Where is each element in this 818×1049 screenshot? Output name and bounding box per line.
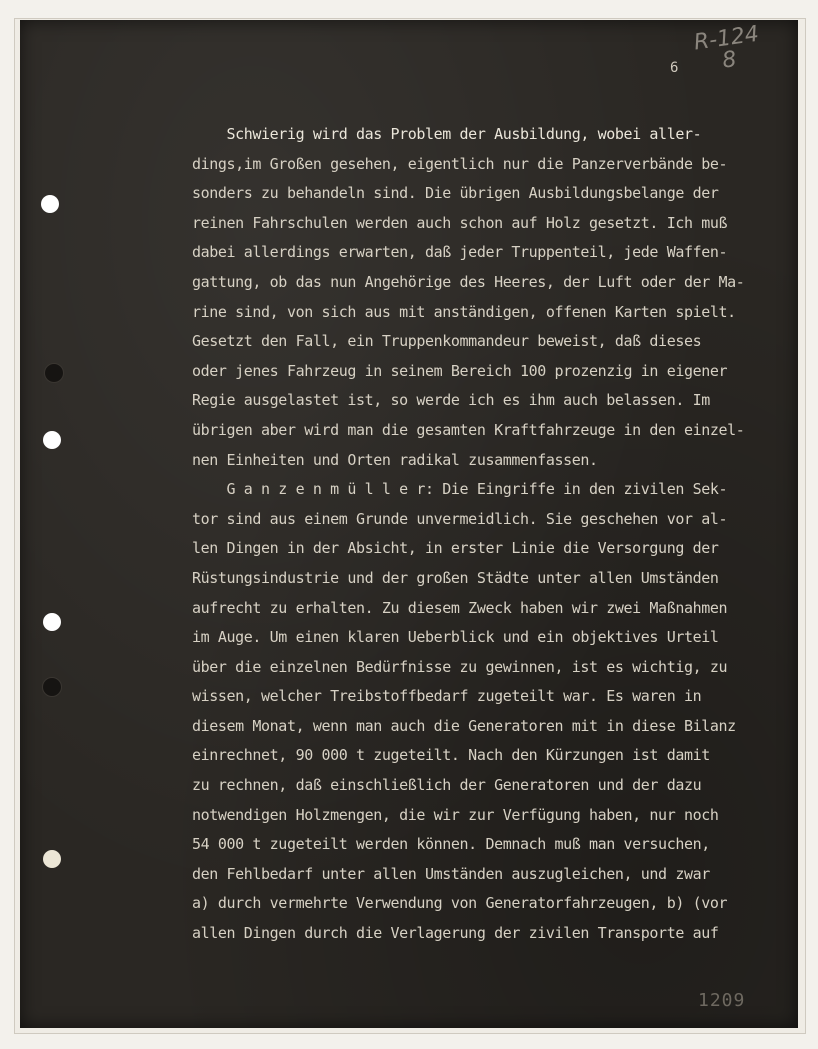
text-line: allen Dingen durch die Verlagerung der zivilen Transporte auf xyxy=(192,924,719,943)
text-line: gattung, ob das nun Angehörige des Heeres, der Luft oder der Ma- xyxy=(192,272,745,291)
punch-hole xyxy=(43,613,61,631)
punch-hole xyxy=(43,850,61,868)
text-line: G a n z e n m ü l l e r: Die Eingriffe in den zivilen Sek- xyxy=(192,480,728,499)
archive-stamp: 1209 xyxy=(698,990,746,1011)
text-line: notwendigen Holzmengen, die wir zur Verfügung haben, nur noch xyxy=(192,805,719,824)
punch-hole xyxy=(44,363,64,383)
text-line: einrechnet, 90 000 t zugeteilt. Nach den Kürzungen ist damit xyxy=(192,746,710,765)
text-line: Schwierig wird das Problem der Ausbildung, wobei aller- xyxy=(192,125,702,143)
text-line: reinen Fahrschulen werden auch schon auf Holz gesetzt. Ich muß xyxy=(192,213,728,232)
text-line: zu rechnen, daß einschließlich der Generatoren und der dazu xyxy=(192,776,702,795)
punch-hole xyxy=(41,195,59,213)
text-line: nen Einheiten und Orten radikal zusammenfassen. xyxy=(192,450,598,469)
text-line: im Auge. Um einen klaren Ueberblick und ein objektives Urteil xyxy=(192,628,719,647)
text-line: Regie ausgelastet ist, so werde ich es ihm auch belassen. Im xyxy=(192,391,710,410)
archive-mark: R-124 8 xyxy=(692,21,761,74)
text-line: len Dingen in der Absicht, in erster Linie die Versorgung der xyxy=(192,539,719,558)
document-body xyxy=(192,120,768,949)
text-line: aufrecht zu erhalten. Zu diesem Zweck haben wir zwei Maßnahmen xyxy=(192,598,728,617)
text-line: rine sind, von sich aus mit anständigen, offenen Karten spielt. xyxy=(192,302,736,321)
text-line: den Fehlbedarf unter allen Umständen auszugleichen, und zwar xyxy=(192,864,710,883)
text-line: tor sind aus einem Grunde unvermeidlich. Sie geschehen vor al- xyxy=(192,509,728,528)
text-line: dings,im Großen gesehen, eigentlich nur die Panzerverbände be- xyxy=(192,154,728,173)
text-line: Rüstungsindustrie und der großen Städte unter allen Umständen xyxy=(192,568,719,587)
text-line: 54 000 t zugeteilt werden können. Demnach muß man versuchen, xyxy=(192,835,710,854)
text-line: diesem Monat, wenn man auch die Generatoren mit in diese Bilanz xyxy=(192,716,736,735)
text-line: a) durch vermehrte Verwendung von Generatorfahrzeugen, b) (vor xyxy=(192,894,728,913)
text-line: oder jenes Fahrzeug in seinem Bereich 100 prozenzig in eigener xyxy=(192,361,728,380)
text-line: übrigen aber wird man die gesamten Kraftfahrzeuge in den einzel- xyxy=(192,420,745,439)
text-line: dabei allerdings erwarten, daß jeder Truppenteil, jede Waffen- xyxy=(192,243,728,262)
page-number: 6 xyxy=(670,60,679,76)
text-line: über die einzelnen Bedürfnisse zu gewinnen, ist es wichtig, zu xyxy=(192,657,728,676)
punch-hole xyxy=(42,677,62,697)
text-line: Gesetzt den Fall, ein Truppenkommandeur beweist, daß dieses xyxy=(192,332,702,351)
text-line: wissen, welcher Treibstoffbedarf zugeteilt war. Es waren in xyxy=(192,687,702,706)
punch-hole xyxy=(43,431,61,449)
text-line: sonders zu behandeln sind. Die übrigen Ausbildungsbelange der xyxy=(192,184,719,203)
